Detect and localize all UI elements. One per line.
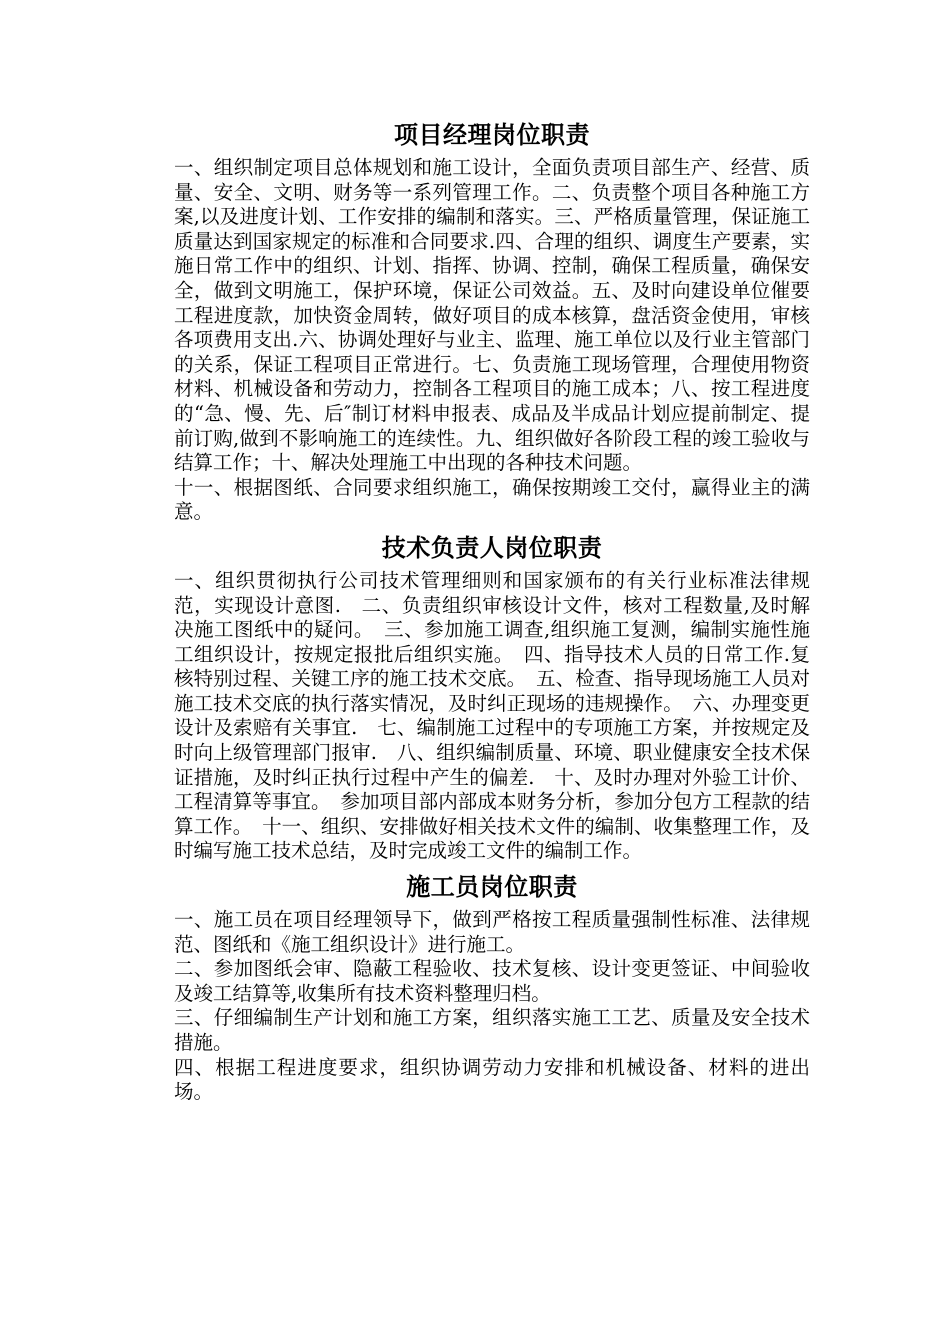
section-title: 施工员岗位职责 xyxy=(406,873,578,902)
paragraph: 四、根据工程进度要求，组织协调劳动力安排和机械设备、材料的进出场。 xyxy=(174,1055,810,1104)
section-project-manager xyxy=(174,118,810,525)
paragraph: 三、仔细编制生产计划和施工方案，组织落实施工工艺、质量及安全技术措施。 xyxy=(174,1006,810,1054)
section-construction-worker xyxy=(174,870,810,1105)
paragraph: 一、施工员在项目经理领导下，做到严格按工程质量强制性标准、法律规范、图纸和《施工组织设计》进行施工。 xyxy=(174,908,810,956)
section-title: 项目经理岗位职责 xyxy=(394,121,590,149)
paragraph: 十一、根据图纸、合同要求组织施工，确保按期竣工交付，赢得业主的满意。 xyxy=(174,475,810,524)
paragraph: 一、组织贯彻执行公司技术管理细则和国家颁布的有关行业标准法律规范，实现设计意图. 二、负责组织审核设计文件，核对工程数量,及时解决施工图纸中的疑问。 三、参加施工调查,组织施工复测，编制实施性施工组织设计，按规定报批后组织实施。 四、指导技术人员的日常工作.复核特别过程、关键工序的施工技术交底。 五、检查、指导现场施工人员对施工技术交底的执行落实情况，及时纠正现场的违规操作。 六、办理变更设计及索赔有关事宜. 七、编制施工过程中的专项施工方案，并按规定及时向上级管理部门报审. 八、组织编制质量、环境、职业健康安全技术保证措施，及时纠正执行过程中产生的偏差. 十、及时办理对外验工计价、工程清算等事宜。 参加项目部内部成本财务分析，参加分包方工程款的结算工作。 十一、组织、安排做好相关技术文件的编制、收集整理工作，及时编写施工技术总结，及时完成竣工文件的编制工作。 xyxy=(174,568,810,863)
section-technical-lead xyxy=(174,531,810,864)
paragraph: 一、组织制定项目总体规划和施工设计，全面负责项目部生产、经营、质量、安全、文明、财务等一系列管理工作。二、负责整个项目各种施工方案,以及进度计划、工作安排的编制和落实。三、严格质量管理，保证施工质量达到国家规定的标准和合同要求.四、合理的组织、调度生产要素，实施日常工作中的组织、计划、指挥、协调、控制，确保工程质量，确保安全，做到文明施工，保护环境，保证公司效益。五、及时向建设单位催要工程进度款，加快资金周转，做好项目的成本核算，盘活资金使用，审核各项费用支出.六、协调处理好与业主、监理、施工单位以及行业主管部门的关系，保证工程项目正常进行。七、负责施工现场管理，合理使用物资材料、机械设备和劳动力，控制各工程项目的施工成本；八、按工程进度的“急、慢、先、后″制订材料申报表、成品及半成品计划应提前制定、提前订购,做到不影响施工的连续性。九、组织做好各阶段工程的竣工验收与结算工作；十、解决处理施工中出现的各种技术问题。 xyxy=(174,156,810,475)
document-page xyxy=(174,118,810,1111)
paragraph: 二、参加图纸会审、隐蔽工程验收、技术复核、设计变更签证、中间验收及竣工结算等,收集所有技术资料整理归档。 xyxy=(174,957,810,1005)
section-title: 技术负责人岗位职责 xyxy=(381,533,603,562)
